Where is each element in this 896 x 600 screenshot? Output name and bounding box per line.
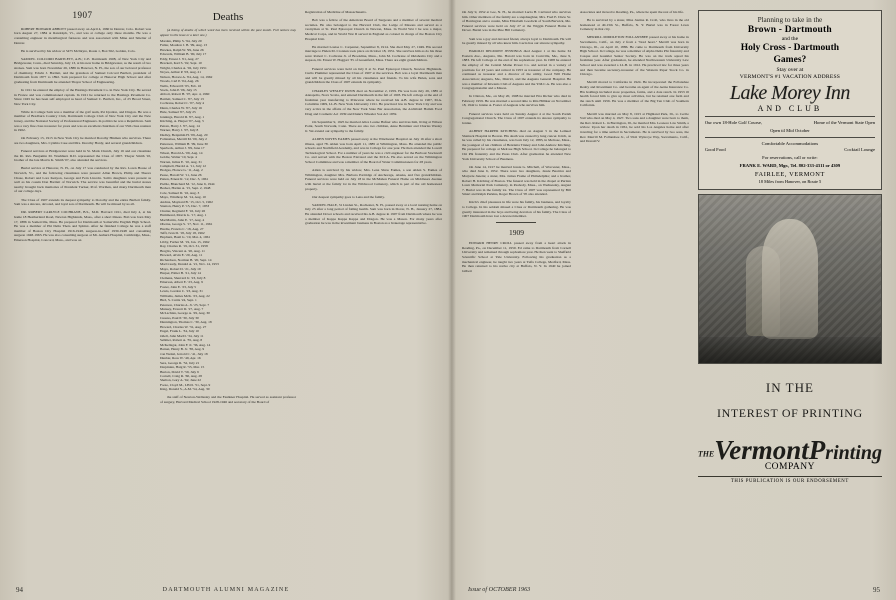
list-item: Fuller, Moulton J. B. '99, Aug. 13 — [159, 43, 208, 48]
left-columns — [14, 10, 442, 408]
obituary-paragraph: Alden is survived by his widow, Mrs. Lena Shaw Eames, a son Alden S. Eames of Wilmington, daughter Mrs. Barbara Partridge of Anchorage, Alaska, and five grandchildren. Funeral services were held on July 18 in the McMahon Funeral Home on Middlesex Avenue with burial at the family lot in the Wildwood Cemetery, which is part of the old homestead property. — [305, 168, 442, 191]
list-item: Noyes, Arthur P. '03, Aug. 21 — [159, 70, 201, 75]
obituary-paragraph: He is survived by his widow at 5475 McIntyre, Route 1, Box 562, Golden, Colo. — [21, 48, 136, 53]
list-item: King, Donald S., A.M. '54, Aug. 30 — [159, 387, 210, 392]
ad-cocktail-lounge: Cocktail Lounge — [844, 147, 875, 153]
advertisement-column — [698, 10, 882, 484]
photo-ground — [699, 337, 881, 363]
ad-comfort-row — [705, 147, 875, 153]
ad-line-3a: and the — [781, 36, 799, 42]
ad-place: FAIRLEE, VERMONT — [754, 171, 825, 179]
list-item: Chutter, Reginald F. '16, July 26 — [159, 208, 206, 213]
list-item: Bird, S. Curtis '24, Sept. 1 — [159, 298, 197, 303]
list-item: Nelson, Horace A. '04, Aug. 14, 1962 — [159, 74, 213, 79]
ad-features — [705, 120, 875, 126]
printing-ad-endorsement: THIS PUBLICATION IS OUR ENDORSEMENT — [730, 479, 849, 485]
obituary-paragraph: ALBERT HARPER KITCHING died on August 5 in the Lemuel Shattuck Hospital in Boston. His death was caused by lung cancer. Kitch, as he was called by his classmates, was born July 12, 1883, in Melrose, Mass., the youngest of ten children of Henrietta Tinney and John Andrew Kitching. He prepared for college at Melrose High School. In College he belonged to Chi Phi fraternity and the Press Club. After graduation he attended New York University School of Business. — [462, 128, 571, 161]
ad-distance: 18 Miles from Hanover, on Route 5 — [758, 179, 822, 185]
list-item: Marden, Philip S. '94, July 20 — [159, 38, 202, 43]
section-divider — [496, 222, 536, 223]
obituary-paragraph: He married Louise C. Carpenter, September 8, 1914. She died May 27, 1949. His second marriage to Helen M. Cronnan took place on October 18, 1951. She survives him as do his three sons: Robert C. Cochrane Jr. of Brookline, Mass., John M. Cochrane of Oklahoma City and a stepson, Dr. Ernest W. Haggart '35 of Greenfield, Mass. There are eight grandchildren. — [305, 44, 442, 63]
ad-stay-over: Stay over at — [776, 67, 804, 73]
class-year-heading-1909: 1909 — [508, 228, 524, 238]
logo-p: P — [808, 435, 826, 466]
book-gutter — [448, 0, 456, 600]
page-number-left: 94 — [16, 586, 23, 594]
list-item: Patterson, William H. '09, June 30 — [159, 141, 208, 146]
list-item: Petren, Harry J. '07, Aug. 14 — [159, 123, 200, 128]
list-item: Howard, Charles W. '31, Aug. 27 — [159, 324, 207, 329]
ad-reservations: For reservations, call or write: — [762, 155, 818, 161]
list-item: Sellmer, Robert A. '35, Aug. 8 — [159, 338, 203, 343]
list-item: Follansbee, Merrill M. '09, July 2 — [159, 137, 207, 142]
list-item: Edwards, William B. '00, July 17 — [159, 52, 207, 57]
ad-line-2: Brown - Dartmouth — [747, 25, 832, 35]
list-item: Libby, Furber M. '19, Jan. 15, 1962 — [159, 239, 210, 244]
right-page — [452, 0, 896, 600]
list-item: Hawkes, Ralph W. '99, June 26 — [159, 47, 204, 52]
list-item: MacMartin, John E. '17, Aug. 4 — [159, 217, 205, 222]
obituary-paragraph: SAMUEL COLCORD BARTLETT, A.B.; C.E. Dartmouth 1908, of New York City and Bridgewater, Conn., died Saturday, July 13, at his new home in Bridgewater, as the result of two strokes. Sam was born November 26, 1886 in Hanover, N. H., the son of our beloved professor of chemistry, Edwin J. Bartlett, and the grandson of Samuel Colcord Bartlett, president of Dartmouth from 1877 to 1892. Sam prepared for college at Hanover High School and after graduating from Dartmouth he attended Thayer School of Engineering. — [14, 56, 151, 84]
obituary-paragraph: Funeral services were held on Sunday August 4 at the South Parish Congregational Church. The Class of 1907 extends its sincere sympathy to Jennie. — [462, 111, 571, 125]
list-item: Clemens, Sherrard Jr. '23, July 8 — [159, 275, 206, 280]
list-item: Cornell, Craig R. '60, Aug. 28 — [159, 374, 202, 379]
list-item: Andrus, Maynard B. '15, Oct. 5, 1962 — [159, 199, 213, 204]
ad-comfort-1: Comfortable Accommodations — [761, 141, 819, 147]
list-item: Stanton, Henry P. '15, Dec. 7, 1953 — [159, 204, 210, 209]
ad-divider-2 — [705, 137, 875, 138]
ad-line-3: Holy Cross - Dartmouth — [740, 43, 840, 53]
ad-contact: FRANK E. WARD, Mgr., Tel. 802-333-4311 or 4309 — [739, 163, 841, 169]
class-year-heading: 1907 — [72, 10, 93, 20]
obituary-paragraph: Merrill was married on May 8, 1915 at Highland Park, Ill., to Cecile Vail who died on May 4, 1927. Two sons and a daughter were born to them, the Rev. Robert L. in Barrington, Ill., he married Mrs. Leonore Law Smith, a widow. Upon her death in 1961, he sold his Los Angeles home and after traveling for a time settled in Sacramento. He is survived by two sons, the Rev. Merrill M. Follansbee Jr., of 5941 Wynroye Way, Sacramento, Calif., and Donald V. — [579, 111, 689, 144]
list-item: Campbell, Harold A. '11, July 12 — [159, 163, 206, 168]
obituary-paragraph: On September 9, 1925 he married Alice Louise Hafner who survives him, living at Wilson Point, South Norwalk, Conn. There are also two children, Anne Berninier and Charles Wesley Jr. We extend our sympathy to the family. — [305, 119, 442, 133]
obituary-paragraph: Sam was a gay and devoted friend, always loyal to Dartmouth. He will be greatly missed by all who knew him. Lucia has our sincere sympathy. — [462, 36, 571, 46]
ad-line-1: Planning to take in the — [757, 16, 823, 24]
list-item: Williams, James McK. '23, Aug. 22 — [159, 293, 210, 298]
list-item: Shelton, Gary A. '62, June 22 — [159, 378, 202, 383]
ad-feature-right: Home of the Vermont State Open — [813, 120, 875, 125]
left-column-2 — [160, 10, 296, 408]
list-item: Tefft, Ivan D. '18, July 18, 1962 — [159, 231, 205, 236]
printing-ad-headline-2: INTEREST OF PRINTING — [717, 406, 863, 421]
list-item: Lewis, Gordon C. '23, Aug. 31 — [159, 289, 203, 294]
deaths-heading: Deaths — [212, 11, 244, 23]
obituary-paragraph: MERRILL MIDDLETON FOLLANSBEE passed away at his home in Sacramento, Calif., on July 2 from a "tired heart." Merrill was born in Chicago, Ill., on April 10, 1886. He came to Dartmouth from University High School. In College, he was a member of Alpha Delta Phi fraternity and Casque and Gauntlet Senior Society. He was on the track squad his freshman year. After graduation, he attended Northwestern University Law School and was awarded a LL.B. in 1912. He practiced law for three years and then became secretary-treasurer of the Western Paper Stock Co. in Chicago. — [579, 35, 689, 77]
vermont-printing-logo[interactable] — [698, 437, 882, 464]
list-item: Breglio, Vincent A. '20, Aug. 11 — [159, 248, 205, 253]
list-item: von Weitel, Jerrold C. '41, July 18 — [159, 351, 208, 356]
ad-good-food: Good Food — [704, 147, 726, 153]
obituary-paragraph: In 1911 he entered the employ of the Hastings Pavement Co. in New York City. He served in France and was commissioned captain. In 1921 he returned to the Hastings Pavement Co. Since 1945 he has been self employed as head of Samuel C. Bartlett, Inc., of 25 Broad Street, New York City. — [14, 87, 151, 106]
lake-morey-logo-sub: AND CLUB — [757, 104, 823, 113]
ad-divider — [705, 116, 875, 117]
list-item: Pease, Harold W. '11, June 26 — [159, 172, 202, 177]
list-item: Cusano, Paul P. '30, July 30 — [159, 315, 199, 320]
list-item: Cole, Samuel D. '16, Aug. 3 — [159, 190, 200, 195]
logo-rinting: rinting — [825, 442, 882, 465]
list-item: Wright, Charles A. '02, July 1951 — [159, 65, 207, 70]
obituary-paragraph: Funeral services at Bridgewater were held in St. Mark Church, July 16 and our classmate the Rt. Rev. Benjamin M. Washburn D.D. represented the Class of 1907. Thayer Smith '10, brother of the late Morris K. Smith '07, also attended the services. — [14, 149, 151, 163]
list-item: Wheat, Harold A. '09, Aug. 14 — [159, 150, 203, 155]
right-column-2 — [580, 10, 689, 484]
list-item: Stock, John P. '06, July 15 — [159, 88, 197, 93]
logo-vermont: Vermont — [714, 435, 809, 466]
list-item: Barnet, Henry B. Jr. '38, Aug. 9 — [159, 347, 205, 352]
list-item: Dudley, Benjamin H. '09, Aug. 20 — [159, 132, 208, 137]
left-column-3 — [305, 10, 442, 408]
list-item: Foster, John E. '23, July 5 — [159, 284, 197, 289]
list-item: Hodges, Horace G. '11, Aug. 2 — [159, 168, 203, 173]
obituary-paragraph: SAMUEL HALE, 31 Linden St., Rochester, N. H., passed away at a local nursing home on July 25 after a long period of failing health. Sam was born in Dover, N. H., January 27, 1884. He attended Dover schools and received his A.B. degree in 1907 from Dartmouth where he was a member of Kappa Kappa Kappa and Dragon. He was a Mason. For many years after graduation he was in the investment business in Boston as a brokerage representative. — [305, 202, 442, 226]
deaths-list — [160, 39, 296, 392]
list-item: Warner, Harry J. '07, July 8 — [159, 128, 199, 133]
magazine-footer: DARTMOUTH ALUMNI MAGAZINE — [162, 587, 290, 593]
column-continuation: the staff of Newton-Wellesley and the Faulkner Hospital. He served as assistant professor of surgery, Harvard Medical School 1928-1946 and secretary of the Board of — [159, 395, 297, 404]
obituary-paragraph: CHARLES WESLEY DUNN died on November 2, 1959. He was born July 26, 1885 at Annapolis, Nova Scotia, and entered Dartmouth in the fall of 1903. He left college at the end of freshman year transferring to Princeton where he received his A.B. degree in 1907, M.A. Columbia 1909, LL.B. New York University 1911. He practiced law in New York City and was very active in the affairs of the New York State Bar Association, the Archibald Hamm Food Drug and Cosmetic Act 1939 and Dunn's Wheeler Sox Act 1959. — [305, 88, 442, 116]
list-item: Jennings, Harold D. '07, Aug. 1 — [159, 114, 205, 119]
lake-morey-logo: Lake Morey Inn — [729, 82, 850, 104]
list-item: Woods, Carl P. '04, Aug. 26 — [159, 79, 199, 84]
obituary-paragraph: Funeral services were held on July 6 at St. Paul Episcopal Church, Newton Highlands. Curtis Plummer represented the Class of 1907 at the services. Bob was a loyal Dartmouth man and will be greatly missed by all his classmates and friends. To his wife Helen, sons and grandchildren the Class of 1907 extends its sympathy. — [305, 66, 442, 85]
list-item: Sperbeck, Arthur J. '09, June 17 — [159, 146, 205, 151]
obituary-paragraph: Our deepest sympathy goes to Lena and the family. — [312, 194, 385, 199]
list-item: Abbott, Robert H. '07, Apr. 4, 1960 — [159, 92, 210, 97]
photo-figure-primary — [762, 219, 818, 339]
printing-ad-headline-1: IN THE — [765, 380, 814, 396]
list-item: Hepburn, Basil G. '19, Mar. 4, 1961 — [159, 235, 211, 240]
right-column-1 — [462, 10, 571, 484]
list-item: Dunbar, Ross W. '49, Apr. 16 — [159, 356, 201, 361]
list-item: Ray, Charles R. '19, Oct. 31, 1958 — [159, 244, 208, 249]
list-item: McKellagat, John F. Jr. '36, Aug. 14 — [159, 342, 211, 347]
list-item: Sera, George R. '52, July 21 — [159, 360, 200, 365]
list-item: Kitching, A. Harper '07, Aug. 5 — [159, 119, 204, 124]
list-item: Eddy, Ernest J. '01, Aug. 27 — [159, 56, 199, 61]
obituary-paragraph: On June 14, 1917 he married Jessie G. Mitchell, of Worcester, Mass., who died June 6, 1952. There were two daughters, Jessie Beatrice and Marjorie Janette; a sister, Mrs. James Frame of Philadelphia; and a brother, Robert H. Kitching of Boston. The funeral was held in the chapel at Puritan Lawn Memorial Park Cemetery, in Peabody, Mass., on Wednesday, August 7. Burial was in the family lot. The Class of 1907 was represented by Bill Smart and Ralph Perkins, Roger Brown of '05 also attended. — [462, 164, 571, 197]
list-item: MacCready, Donald A. '21, Nov. 14, 1953 — [159, 262, 219, 267]
logo-the: THE — [697, 449, 715, 459]
list-item: Mayo, Winthrop M. '14, Aug. 10 — [159, 195, 206, 200]
list-item: Burton, David T. '59, July 9 — [159, 369, 199, 374]
ad-feature-note: Open til Mid October — [770, 128, 810, 134]
obituary-paragraph: ROBERT HOWARD ABBOTT passed away on April 4, 1960 in Denver, Colo. Robert was born August 27, 1884 at Randolph, Vt., and was at college only three months. He was a consulting engineer in metallurgical furnaces and was associated with Mine and Smelter of Denver. — [14, 26, 151, 45]
list-item: Bartlett, Samuel C. '07, July 13 — [159, 96, 204, 101]
list-item: Odell, John MacD. '34, July 11 — [159, 333, 204, 338]
right-columns — [462, 10, 882, 484]
printing-ad-rule — [698, 476, 882, 477]
list-item: Peterson, Charles A. Jr. '25, Sept. 7 — [159, 302, 210, 307]
obituary-paragraph: On February 15, 1915 in New York City he married Dorothy Hinman who survives. There are two daughters, Mrs. Cynthia Case and Mrs. Dorothy Hardy, and several grandchildren. — [14, 136, 151, 145]
obituary-paragraph: Burial service at Hanover, N. H., on July 17 was conducted by the Rev. Loren House of Norwich, Vt., and the following classmates were present: Allan Brown, Philip and Theora Chase, Robert and Lora Kenyon, George and Fern Lincoln. Sam's daughters were present as well as his cousin Don Bartlett of Norwich. The service was beautiful and the burial stones nearby brought back memories of President Tucker, Prof. Worthen, and many Dartmouth men of our college days. — [14, 166, 151, 194]
list-item: Oberne, George S. '17, Nov. 11, 1961 — [159, 222, 213, 227]
obituary-paragraph: DR. ROBERT CARLYLE COCHRANE, B.S., M.D. Harvard 1911, died July 4, at his home 18 Heatherland Road, Newton Highlands, Mass., after a short illness. Bob was born May 17, 1886 in Somerville, Mass. He prepared for Dartmouth at Somerville English High School. He was a member of Phi Delta Theta and Sphinx. After he finished College he was a staff member of Boston City Hospital 1916-1948, surgeon-in-chief 1930-1948 and consulting surgeon 1948-1963. He was also consulting surgeon at Mt. Auburn Hospital, Cambridge, Mass., Emerson Hospital, Concord, Mass., and was on — [14, 210, 151, 242]
obituary-paragraph: He is survived by a sister, Miss Justina R. Croll, who lives in the old homestead at 40-15th St., Buffalo, N. Y. Burial was in Forest Lawn Cemetery in that city. — [579, 18, 689, 32]
list-item: Foote, Cloyd M., LH.D. '51, Sept. 9 — [159, 382, 211, 387]
list-item: Hammond, Morris G. '17, Aug. 1 — [159, 213, 207, 218]
obituary-paragraph: While in College Sam was a member of the golf team, Psi Upsilon, and Dragon. He was a member of Bradburn Country Club, Dartmouth College Club of New York City and the New Jersey, and the National Society of Professional Engineers. In politics he was a Republican. Sam was a very fine class treasurer for years and was an excellent chairman of our 55th class reunion in 1962. — [14, 109, 151, 133]
page-number-right: 95 — [873, 586, 880, 594]
issue-label: Issue of OCTOBER 1963 — [468, 586, 531, 593]
vermont-printing-company-label: COMPANY — [764, 462, 815, 473]
list-item: Brackett, Karl S. '02, Sept. 10 — [159, 61, 202, 66]
list-item: Goldie, Walter '10, Sept. 4 — [159, 155, 197, 160]
obituary-paragraph: Kitch's chief pleasures in life were his family, his business, and loyalty to College. In his seldom missed a Class or Dartmouth gathering. He was greatly interested in the boys and being devotion of his family. The Class of 1907 Dartmouth have lost a devoted member. — [462, 200, 571, 219]
list-item: Darpinian, Haig R. '55, Mar. 15 — [159, 365, 205, 370]
list-item: Howard, Alvin E. '20, Aug. 11 — [159, 253, 203, 258]
obituary-paragraph: The Class of 1907 extends its deepest sympathy to Dorothy and the entire Bartlett family. Sam was a sincere, devoted, and loyal son of Dartmouth. He will be missed by us all. — [14, 197, 151, 207]
list-item: Richardson, Norman B. '20, Sept. 14 — [159, 257, 212, 262]
list-item: Preble, Blanchard M. '12, June 6, 1944 — [159, 181, 215, 186]
deaths-intro: (A listing of deaths of which word has been received within the past month. Full notices may appear in this issue or a later one.) — [159, 28, 297, 37]
list-item: Wells, Edward P. '05, Feb. 16 — [159, 83, 202, 88]
obituary-paragraph: Merrill moved to California in 1924. He incorporated the Follansbee Realty and Investment Co. and became an agent of the Aetna Insurance Co. His holdings included store properties, farms, and a date ranch. In 1953 ill health forced him to give up most activities, but he retained one farm and the ranch until 1956. He was a member of the Big Ten Club of Southern California. — [579, 80, 689, 108]
ad-feature-left: Our own 18-Hole Golf Course, — [704, 120, 763, 125]
left-column-1 — [14, 10, 151, 408]
list-item: Engel, Frank L. '34, July 10 — [159, 329, 199, 334]
lake-morey-inn-ad[interactable] — [698, 10, 882, 190]
obituary-paragraph: Associates and moved to Reading, Pa., where he spent the rest of his life. — [579, 10, 684, 14]
obituary-paragraph: ALDEN NOYES EAMES passed away at the Winchester Hospital on July 16 after a short illness, aged 78. Alden was born April 11, 1885 at Wilmington, Mass. He attended the public schools and Northfield Academy, and was in College for one year. He then attended the Lowell Technological School. For a number of years he was a civil engineer for the Barbour Stockwell Co. and served with the Boston Elevated and the M.T.A. He also served on the Wilmington School Committee and was a member of the Board of Water Commissioners for 28 years. — [305, 137, 442, 165]
list-item: Emerson, Albert E. '23, Aug. 9 — [159, 280, 203, 285]
list-item: Becker, Harlan A. '15, Sept. 2, 1948 — [159, 186, 211, 191]
list-item: Harper, Elmer B. '21, July 14 — [159, 271, 201, 276]
obituary-paragraph: EDWARD HENRY CROLL passed away from a heart attack in Reading, Pa., on December 11, 1950. Ed came to Dartmouth from Cornell University and remained through sophomore year. He then went to Sheffield Scientific School at Yale University. Following his graduation as a mechanical engineer, he taught two years at Tufts College, Medford, Mass. He then returned to his native city at Buffalo, N. Y. In 1940 he joined Gilbert — [462, 241, 571, 273]
printing-ad-photo — [698, 194, 882, 364]
list-item: Patten, Ernest R. '12, Dec. 3, 1961 — [159, 177, 209, 182]
list-item: Munsey, Everett D. '27, Aug. 7 — [159, 306, 204, 311]
obituary-paragraph: In Clinton, Me., on May 20, 1908 he married Etta Richer who died in February 1959. He was married a second time to Rita Hilliker on November 18, 1942 to Jennie A. Foster of Augusta who survives him. — [462, 94, 571, 108]
list-item: Warren, Julius E. '10, Aug. 31 — [159, 159, 202, 164]
list-item: McLachlan, George A. '29, Aug. 30 — [159, 311, 210, 316]
list-item: Hardie, Francis C. '18, Aug. 27 — [159, 226, 204, 231]
list-item: Mayo, Robert D. '21, July 19 — [159, 266, 201, 271]
list-item: Dunn, Charles W. '07, July 16 — [159, 105, 202, 110]
obituary-paragraph: Bob was a fellow of the American Board of Surgeons and a member of several medical societies. He also belonged to the Harvard Club, the Lodge of Masons and served as a vestryman at St. Paul Episcopal Church in Newton, Mass. In World War I he was a major, Medical Corps, and in World War II served in England as colonel in charge of the Boston City Hospital Unit. — [305, 18, 442, 41]
list-item: Dunnington, Thomas C. '30, Aug. 18 — [159, 320, 212, 325]
obituary-paragraph: HAROLD DELMONT JENNINGS died August 1 at his home 34 Eastern Ave., Augusta, Me. Harold was born in Cornville, Me., June 9, 1883. He left College at the end of his sophomore year. In 1908 he entered the employ of the Central Maine Power Co. and served in a variety of positions for 43 years and retired in 1953 as treasurer of the company. He continued as treasurer and a director of the utility, Good Will Home Association; Augusta, Me., District, and the Augusta General Hospital. He was a member of Kiwanis Club of Augusta and the Y.M.C.A. He was also a Congregationalist and a Mason. — [462, 49, 571, 91]
ad-line-4: Games? — [773, 55, 807, 65]
list-item: Hale, Samuel '07, July 25 — [159, 110, 196, 115]
obituary-paragraph: On July 9, 1952 at Lee, N. H., he married Lucia H. Cartland who survives him. Other members of the family are a stepdaughter, Mrs. Fred E. Drew Sr. of Barrington and a cousin, Miss Elizabeth Goodwin of South Berwick, Me. Funeral services were held on July 27 at the Wiggin Funeral Home in Dover. Burial was in the Pine Hill Cemetery. — [462, 10, 571, 33]
ad-vacation-address: VERMONT'S #1 VACATION ADDRESS — [739, 74, 841, 80]
list-item: Cochrane, Robert C. '07, July 4 — [159, 101, 204, 106]
obituary-paragraph: Registration of Medicine of Massachusetts. — [305, 10, 367, 14]
